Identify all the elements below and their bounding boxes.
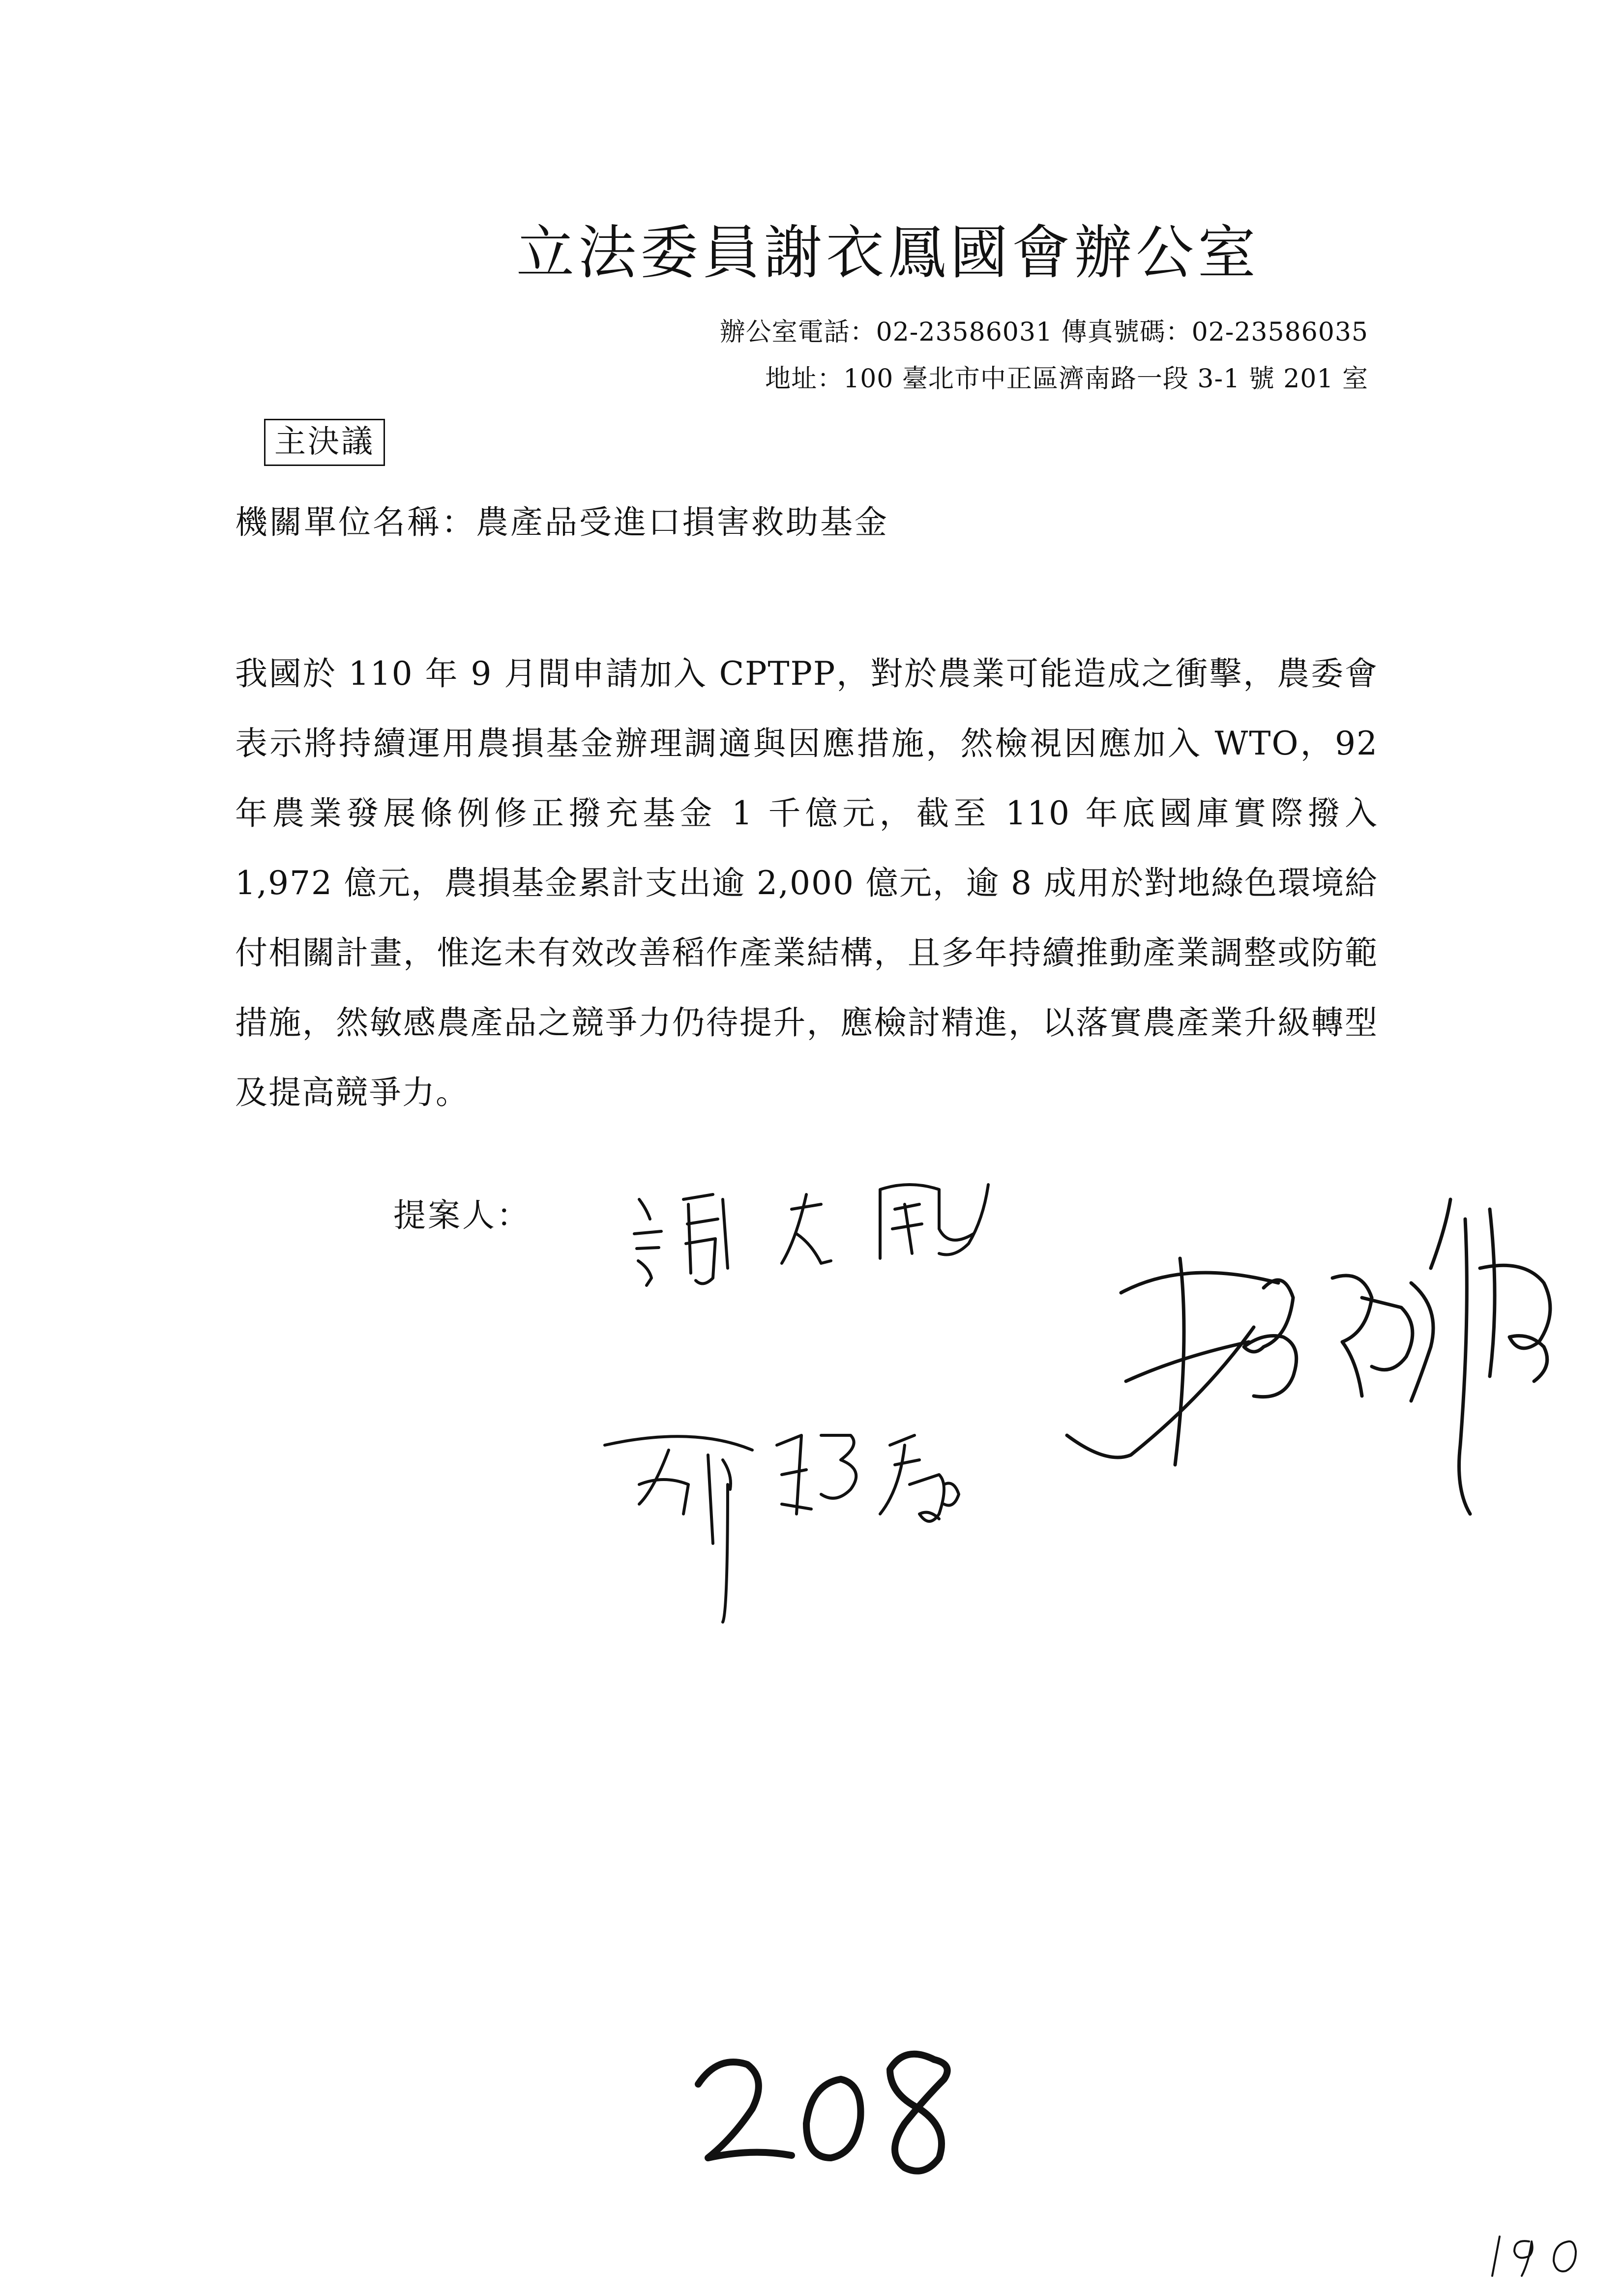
office-title: 立法委員謝衣鳳國會辦公室 xyxy=(516,219,1260,287)
office-address: 地址：100 臺北市中正區濟南路一段 3-1 號 201 室 xyxy=(765,364,1368,394)
signature-1 xyxy=(634,1185,988,1285)
handwritten-page-number xyxy=(1485,2222,1598,2281)
organization-name: 農產品受進口損害救助基金 xyxy=(476,503,889,541)
organization-label: 機關單位名稱： xyxy=(235,503,476,541)
stamp-number-208 xyxy=(679,2025,974,2187)
resolution-type-label: 主決議 xyxy=(264,419,385,466)
resolution-body-text: 我國於 110 年 9 月間申請加入 CPTPP，對於農業可能造成之衝擊，農委會表示將持續運用農損基金辦理調適與因應措施，然檢視因應加入 WTO，92 年農業發展條例修正撥充基金 1 千億元，截至 110 年底國庫實際撥入 1,972 億元，農損基金累計支出逾 2,000 億元，逾 8 成用於對地綠色環境給付相關計畫，惟迄未有效改善稻作產業結構，且多年持續推動產業調整或防範措施，然敏感農產品之競爭力仍待提升，應檢討精進，以落實農產業升級轉型及提高競爭力。 xyxy=(235,655,1378,1111)
proposer-label: 提案人： xyxy=(393,1196,531,1234)
signature-2 xyxy=(605,1435,959,1622)
organization-line xyxy=(235,503,889,541)
signature-3 xyxy=(1067,1199,1550,1514)
office-phone-fax: 辦公室電話：02-23586031 傳真號碼：02-23586035 xyxy=(719,318,1368,347)
handwritten-signatures xyxy=(565,1170,1598,1691)
